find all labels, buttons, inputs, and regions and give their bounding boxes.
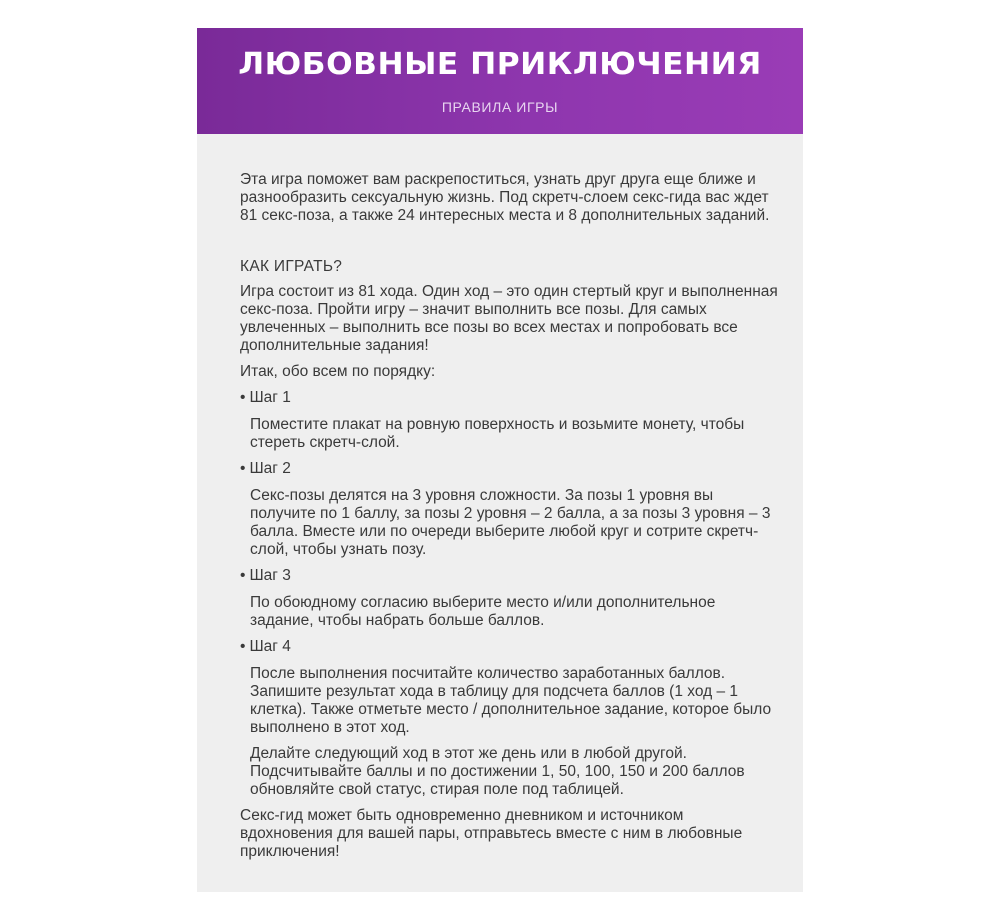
- outro-paragraph: Секс-гид может быть одновременно дневником и источником вдохновения для вашей пары, отправьтесь вместе с ним в любовные приключения!: [240, 807, 743, 860]
- step-1-text: Поместите плакат на ровную поверхность и возьмите монету, чтобы стереть скретч-слой.: [250, 416, 745, 451]
- step-label-text: Шаг 4: [249, 638, 291, 655]
- page-title: ЛЮБОВНЫЕ ПРИКЛЮЧЕНИЯ: [238, 47, 762, 82]
- bullet: •: [240, 460, 246, 477]
- step-label-text: Шаг 3: [249, 567, 291, 584]
- section-title-how-to-play: КАК ИГРАТЬ?: [240, 258, 343, 275]
- page-subtitle: ПРАВИЛА ИГРЫ: [441, 99, 559, 115]
- intro-paragraph: Эта игра поможет вам раскрепоститься, узнать друг друга еще ближе и разнообразить сексуальную жизнь. Под скретч-слоем секс-гида вас ждет 81 секс-поза, а также 24 интересных места и 8 дополнительных заданий.: [240, 171, 770, 224]
- step-3-text: По обоюдному согласию выберите место и/или дополнительное задание, чтобы набрать больше баллов.: [250, 594, 716, 629]
- step-4-label: [240, 638, 780, 656]
- bullet: •: [240, 567, 246, 584]
- rules-card: [197, 28, 803, 892]
- step-label-text: Шаг 1: [249, 389, 291, 406]
- how-to-play-description: Игра состоит из 81 хода. Один ход – это один стертый круг и выполненная секс-поза. Пройти игру – значит выполнить все позы. Для самых увлеченных – выполнить все позы во всех местах и попробовать все дополнительные задания!: [240, 283, 778, 354]
- bullet: •: [240, 638, 246, 655]
- step-label-text: Шаг 2: [249, 460, 291, 477]
- step-2-text: Секс-позы делятся на 3 уровня сложности. За позы 1 уровня вы получите по 1 баллу, за позы 2 уровня – 2 балла, а за позы 3 уровня – 3 балла. Вместе или по очереди выберите любой круг и сотрите скретч-слой, чтобы узнать позу.: [250, 487, 771, 558]
- rules-content: [240, 171, 780, 861]
- step-1-label: [240, 389, 780, 407]
- header-banner: [197, 28, 803, 134]
- step-3-label: [240, 567, 780, 585]
- step-4-text: После выполнения посчитайте количество заработанных баллов. Запишите результат хода в таблицу для подсчета баллов (1 ход – 1 клетка). Также отметьте место / дополнительное задание, которое было выполнено в этот ход.: [250, 665, 772, 736]
- bullet: •: [240, 389, 246, 406]
- step-4-text-continued: Делайте следующий ход в этот же день или в любой другой. Подсчитывайте баллы и по достижении 1, 50, 100, 150 и 200 баллов обновляйте свой статус, стирая поле под таблицей.: [250, 745, 745, 798]
- order-intro: Итак, обо всем по порядку:: [240, 363, 436, 380]
- step-2-label: [240, 460, 780, 478]
